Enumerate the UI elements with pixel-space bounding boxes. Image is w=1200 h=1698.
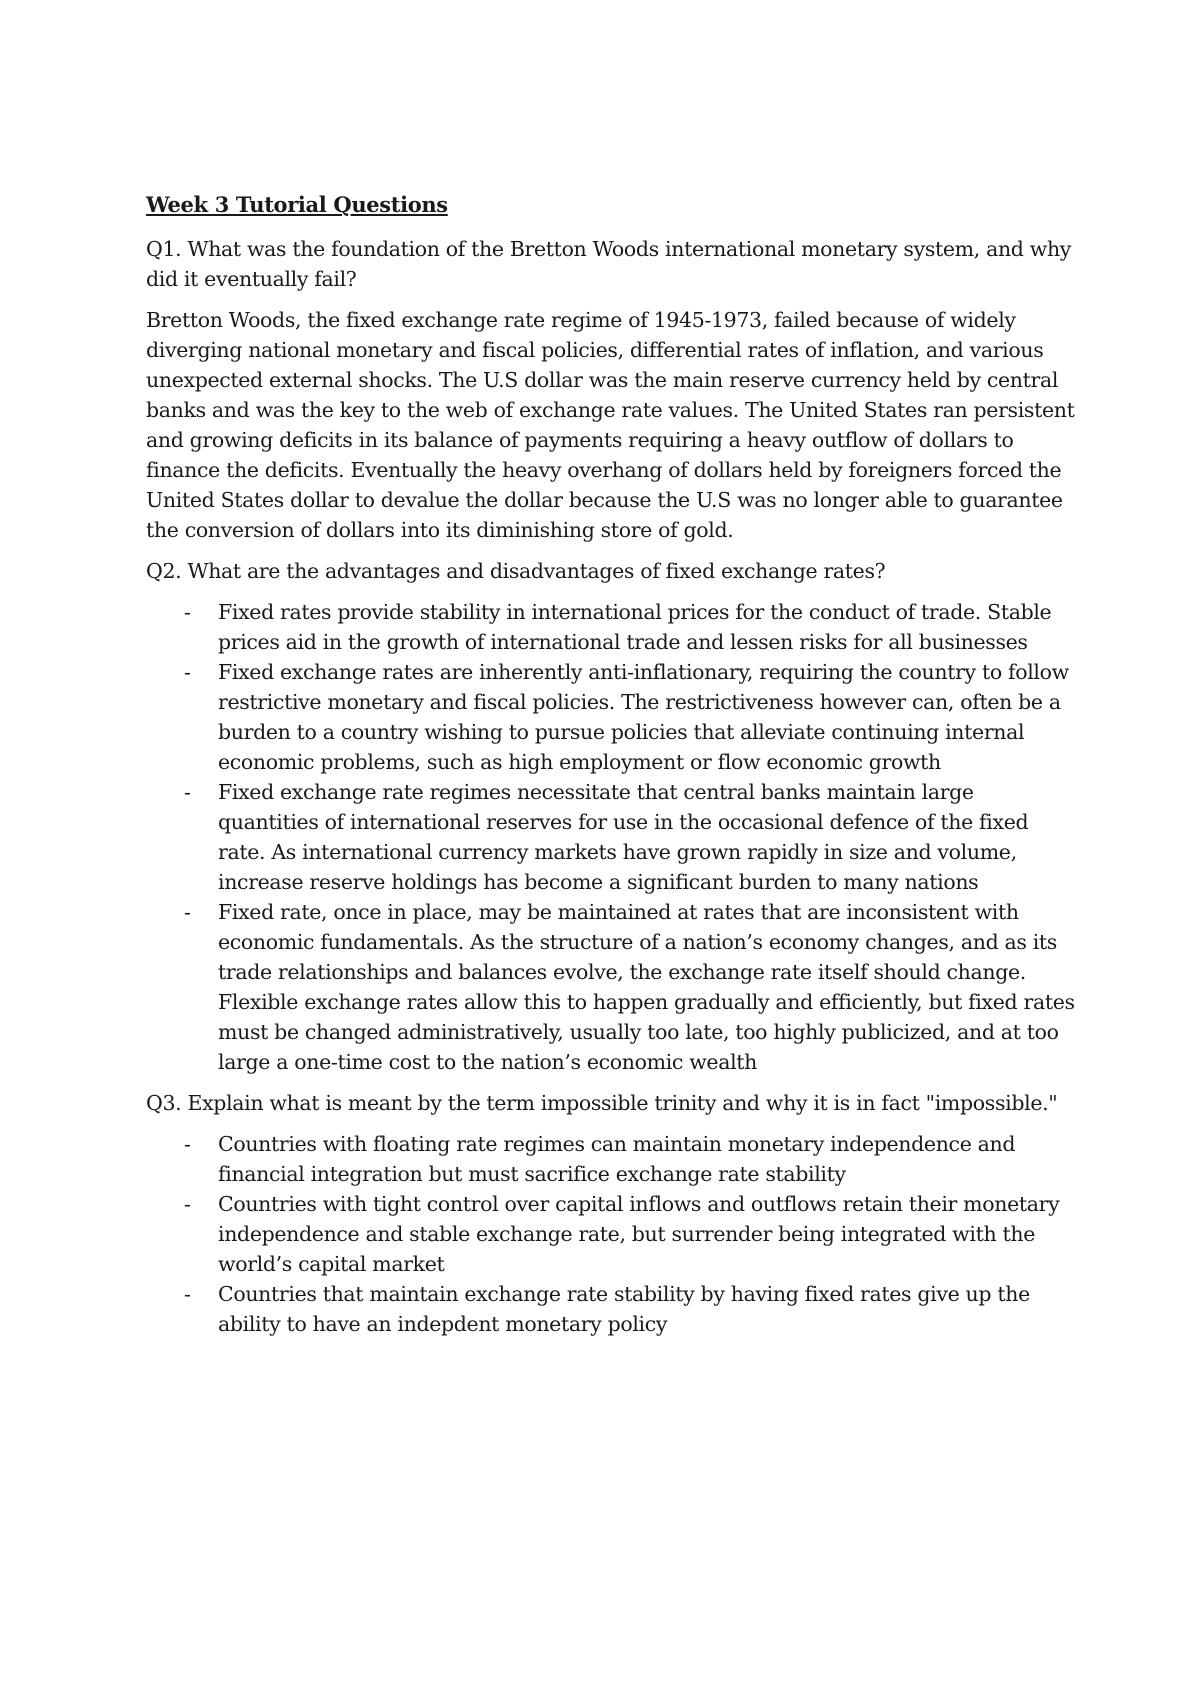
answer-3-list [146,1129,1076,1339]
question-1: Q1. What was the foundation of the Bretton Woods international monetary system, and why did it eventually fail? [146,237,1072,291]
bullet-marker: - [184,600,191,624]
list-item [146,1189,1076,1279]
bullet-marker: - [184,780,191,804]
question-3: Q3. Explain what is meant by the term impossible trinity and why it is in fact "impossible." [146,1091,1058,1115]
list-item-text: Fixed rates provide stability in international prices for the conduct of trade. Stable prices aid in the growth of international trade and lessen risks for all businesses [218,600,1052,654]
answer-2-list [146,597,1076,1077]
question-2: Q2. What are the advantages and disadvantages of fixed exchange rates? [146,559,886,583]
bullet-marker: - [184,900,191,924]
list-item-text: Countries that maintain exchange rate stability by having fixed rates give up the ability to have an indepdent monetary policy [218,1282,1030,1336]
bullet-marker: - [184,1192,191,1216]
list-item-text: Fixed rate, once in place, may be maintained at rates that are inconsistent with economic fundamentals. As the structure of a nation’s economy changes, and as its trade relationships and balances evolve, the exchange rate itself should change. Flexible exchange rates allow this to happen gradually and efficiently, but fixed rates must be changed administratively, usually too late, too highly publicized, and at too large a one-time cost to the nation’s economic wealth [218,900,1075,1074]
list-item [146,1129,1076,1189]
page-title: Week 3 Tutorial Questions [146,192,448,217]
list-item-text: Countries with tight control over capital inflows and outflows retain their monetary independence and stable exchange rate, but surrender being integrated with the world’s capital market [218,1192,1060,1276]
bullet-marker: - [184,660,191,684]
bullet-marker: - [184,1132,191,1156]
answer-1: Bretton Woods, the fixed exchange rate regime of 1945-1973, failed because of widely diverging national monetary and fiscal policies, differential rates of inflation, and various unexpected external shocks. The U.S dollar was the main reserve currency held by central banks and was the key to the web of exchange rate values. The United States ran persistent and growing deficits in its balance of payments requiring a heavy outflow of dollars to finance the deficits. Eventually the heavy overhang of dollars held by foreigners forced the United States dollar to devalue the dollar because the U.S was no longer able to guarantee the conversion of dollars into its diminishing store of gold. [146,308,1075,542]
list-item [146,597,1076,657]
list-item-text: Fixed exchange rates are inherently anti-inflationary, requiring the country to follow restrictive monetary and fiscal policies. The restrictiveness however can, often be a burden to a country wishing to pursue policies that alleviate continuing internal economic problems, such as high employment or flow economic growth [218,660,1069,774]
list-item [146,657,1076,777]
document-page [146,190,1076,1350]
list-item [146,897,1076,1077]
list-item [146,777,1076,897]
list-item [146,1279,1076,1339]
list-item-text: Countries with floating rate regimes can maintain monetary independence and financial integration but must sacrifice exchange rate stability [218,1132,1016,1186]
list-item-text: Fixed exchange rate regimes necessitate that central banks maintain large quantities of international reserves for use in the occasional defence of the fixed rate. As international currency markets have grown rapidly in size and volume, increase reserve holdings has become a significant burden to many nations [218,780,1029,894]
bullet-marker: - [184,1282,191,1306]
